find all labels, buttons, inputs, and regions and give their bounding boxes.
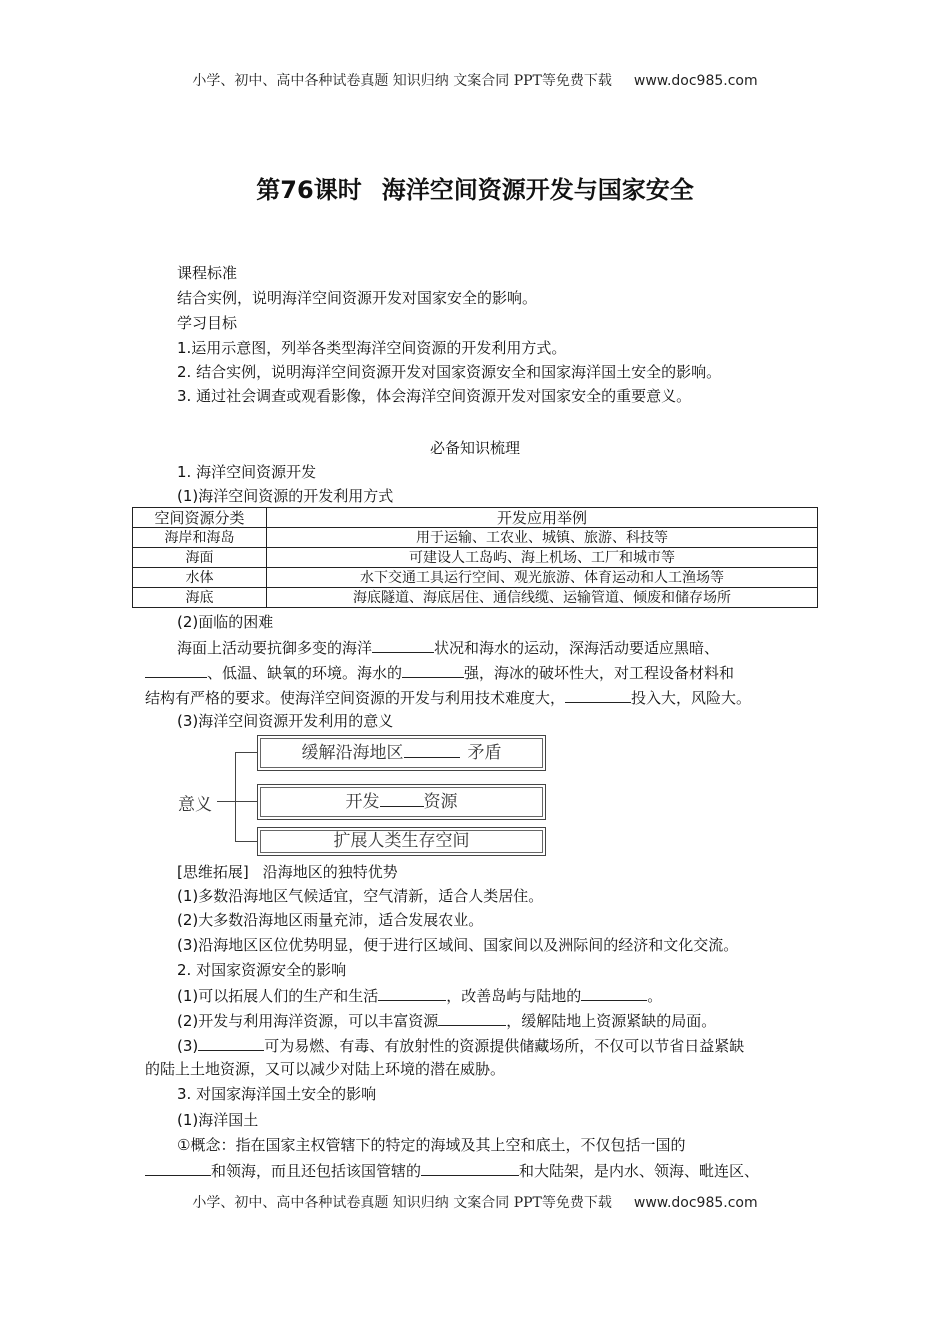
page-title: [0, 170, 950, 205]
lesson-topic: 海洋空间资源开发与国家安全: [381, 176, 694, 204]
fill-blank[interactable]: [145, 662, 207, 678]
s1-para-line: 、低温、缺氧的环境。海水的 强，海冰的破坏性大，对工程设备材料和: [145, 662, 734, 683]
fill-blank[interactable]: [380, 787, 424, 807]
s2-line: 的陆上土地资源，又可以减少对陆上环境的潜在威胁。: [145, 1060, 506, 1078]
table-row: [133, 528, 818, 548]
fill-blank[interactable]: [565, 687, 631, 703]
diagram-box: 开发 资源: [257, 784, 546, 820]
table-cell: 海底隧道、海底居住、通信线缆、运输管道、倾废和储存场所: [267, 588, 818, 608]
extension-item: (3)沿海地区区位优势明显，便于进行区域间、国家间以及洲际间的经济和文化交流。: [177, 936, 739, 954]
header-url[interactable]: www.doc985.com: [633, 73, 758, 89]
fill-blank[interactable]: [372, 637, 434, 653]
table-cell: 水下交通工具运行空间、观光旅游、体育运动和人工渔场等: [267, 568, 818, 588]
extension-item: (2)大多数沿海地区雨量充沛，适合发展农业。: [177, 911, 484, 929]
goal-item: 2. 结合实例，说明海洋空间资源开发对国家资源安全和国家海洋国土安全的影响。: [177, 363, 722, 381]
resource-table: [132, 507, 818, 608]
section-title: 必备知识梳理: [429, 439, 520, 457]
page-footer: [0, 1192, 950, 1212]
diagram-connector: [217, 801, 235, 802]
s2-heading: 2. 对国家资源安全的影响: [177, 961, 347, 979]
standard-heading: 课程标准: [177, 264, 238, 282]
s1-para-line: 海面上活动要抗御多变的海洋 状况和海水的运动，深海活动要适应黑暗、: [177, 639, 720, 657]
table-cell: 用于运输、工农业、城镇、旅游、科技等: [267, 528, 818, 548]
diagram-connector: [235, 752, 257, 753]
s1-sub2: (2)面临的困难: [177, 613, 274, 631]
goal-item: 3. 通过社会调查或观看影像，体会海洋空间资源开发对国家安全的重要意义。: [177, 387, 692, 405]
footer-url[interactable]: www.doc985.com: [633, 1195, 758, 1211]
s1-sub3: (3)海洋空间资源开发利用的意义: [177, 712, 394, 730]
s3-heading: 3. 对国家海洋国土安全的影响: [177, 1085, 377, 1103]
table-header: 空间资源分类: [133, 508, 267, 528]
table-row: [133, 588, 818, 608]
table-cell: 海面: [133, 548, 267, 568]
goal-item: 1.运用示意图，列举各类型海洋空间资源的开发利用方式。: [177, 339, 567, 357]
fill-blank[interactable]: [421, 1160, 519, 1176]
diagram-bracket: [235, 752, 236, 841]
s3-sub1: (1)海洋国土: [177, 1111, 259, 1129]
s2-line: (3) 可为易燃、有毒、有放射性的资源提供储藏场所，不仅可以节省日益紧缺: [177, 1037, 745, 1055]
table-row: [133, 548, 818, 568]
goals-heading: 学习目标: [177, 314, 238, 332]
s3-line: ①概念：指在国家主权管辖下的特定的海域及其上空和底土，不仅包括一国的: [177, 1136, 686, 1154]
fill-blank[interactable]: [198, 1035, 264, 1051]
diagram-connector: [235, 801, 257, 802]
fill-blank[interactable]: [438, 1010, 506, 1026]
footer-text: 小学、初中、高中各种试卷真题 知识归纳 文案合同 PPT等免费下载: [192, 1195, 612, 1211]
s2-line: (2)开发与利用海洋资源，可以丰富资源 ，缓解陆地上资源紧缺的局面。: [177, 1012, 717, 1030]
s1-heading: 1. 海洋空间资源开发: [177, 463, 317, 481]
s3-line: 和领海，而且还包括该国管辖的 和大陆架，是内水、领海、毗连区、: [145, 1160, 759, 1181]
extension-item: (1)多数沿海地区气候适宜，空气清新，适合人类居住。: [177, 887, 544, 905]
table-cell: 海底: [133, 588, 267, 608]
header-text: 小学、初中、高中各种试卷真题 知识归纳 文案合同 PPT等免费下载: [192, 73, 612, 89]
fill-blank[interactable]: [145, 1160, 211, 1176]
lesson-number: 第76课时: [256, 176, 362, 204]
table-cell: 水体: [133, 568, 267, 588]
diagram-connector: [235, 841, 257, 842]
fill-blank[interactable]: [404, 738, 460, 758]
standard-text: 结合实例，说明海洋空间资源开发对国家安全的影响。: [177, 289, 538, 307]
fill-blank[interactable]: [378, 985, 446, 1001]
table-row: [133, 568, 818, 588]
diagram-box: 缓解沿海地区 矛盾: [257, 735, 546, 771]
fill-blank[interactable]: [581, 985, 647, 1001]
diagram-box: 扩展人类生存空间: [257, 827, 546, 856]
table-cell: 海岸和海岛: [133, 528, 267, 548]
s1-sub1: (1)海洋空间资源的开发利用方式: [177, 487, 394, 505]
extension-title: [思维拓展] 沿海地区的独特优势: [177, 863, 398, 881]
table-header: 开发应用举例: [267, 508, 818, 528]
table-cell: 可建设人工岛屿、海上机场、工厂和城市等: [267, 548, 818, 568]
s2-line: (1)可以拓展人们的生产和生活 ，改善岛屿与陆地的 。: [177, 987, 663, 1005]
diagram-label: 意义: [178, 795, 212, 815]
table-header-row: [133, 508, 818, 528]
fill-blank[interactable]: [402, 662, 464, 678]
s1-para-line: 结构有严格的要求。使海洋空间资源的开发与利用技术难度大， 投入大，风险大。: [145, 689, 752, 707]
page-header: [0, 70, 950, 90]
